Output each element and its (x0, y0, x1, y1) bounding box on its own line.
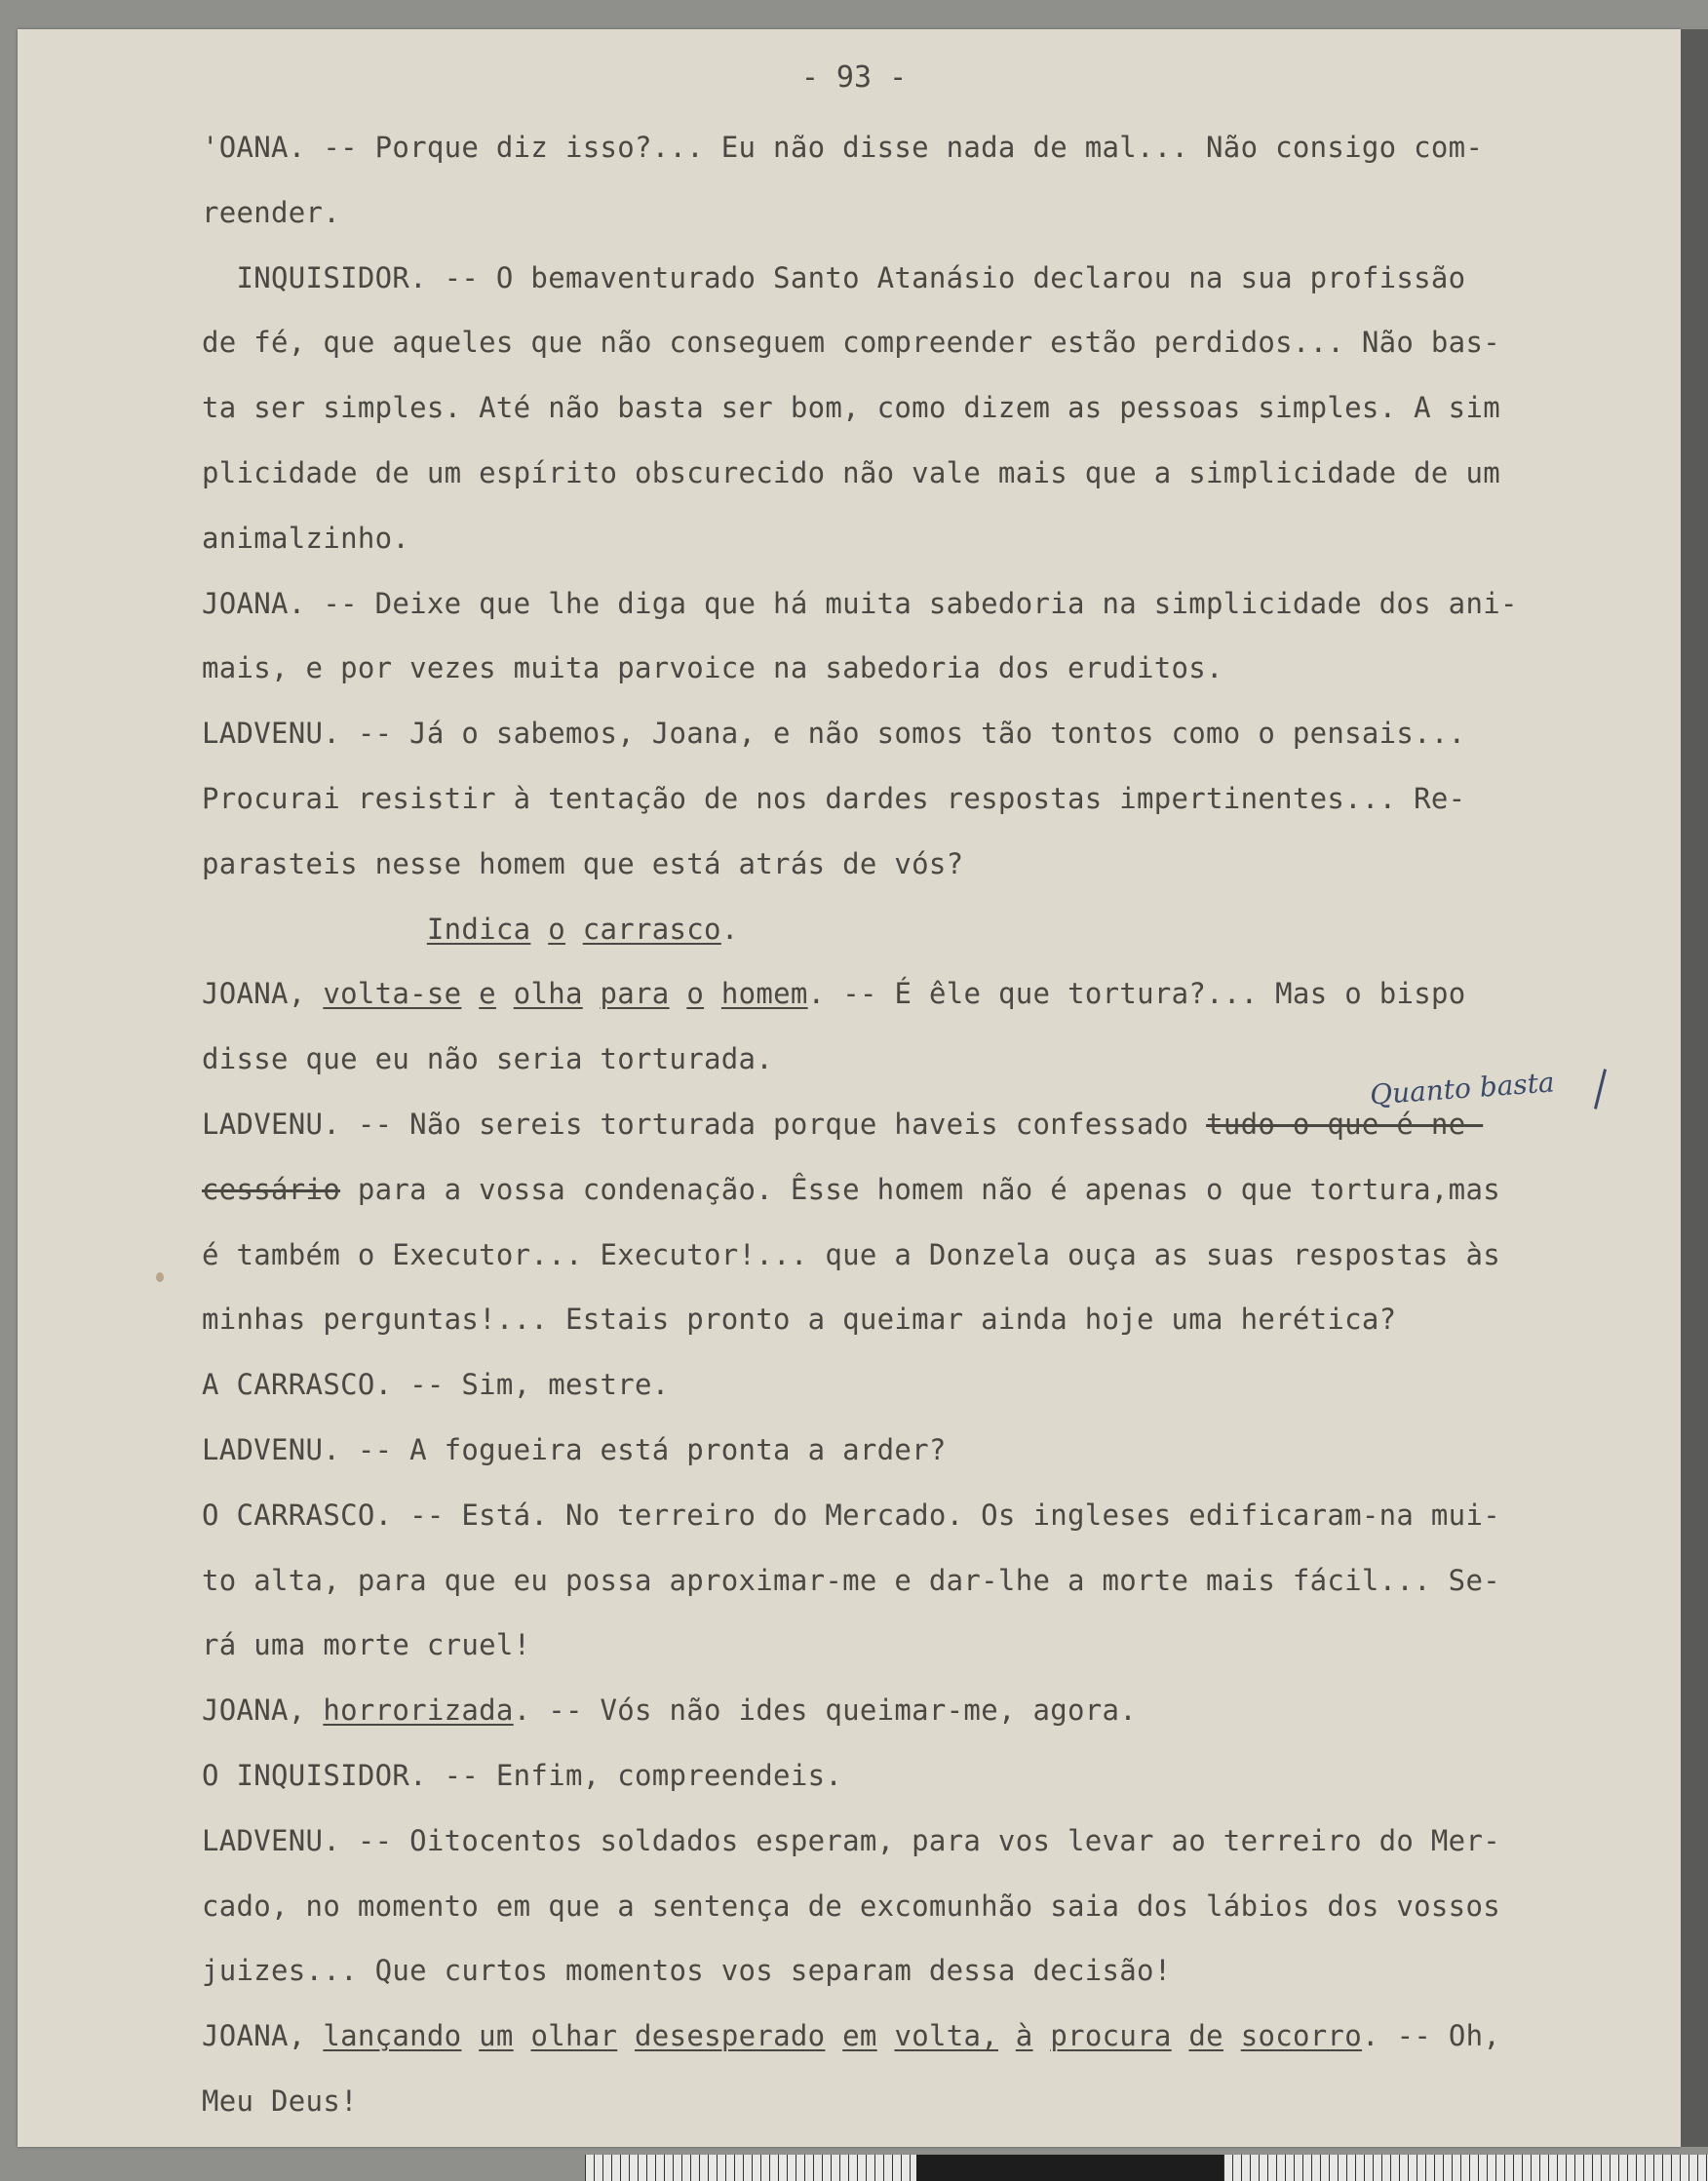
text-segment: plicidade de um espírito obscurecido não vale mais que a simplicidade de um (202, 456, 1500, 489)
text-segment: Meu Deus! (202, 2084, 358, 2118)
text-segment: 'OANA. -- Porque diz isso?... Eu não disse nada de mal... Não consigo com- (202, 131, 1484, 164)
scan-ruler-left (585, 2155, 916, 2181)
text-line (202, 1041, 773, 1076)
paper-stain (156, 1272, 164, 1282)
text-segment: reender. (202, 196, 341, 229)
text-segment: cado, no momento em que a sentença de excomunhão saia dos lábios dos vossos (202, 1889, 1500, 1923)
underlined-text: volta, (894, 2019, 999, 2052)
text-segment (1223, 2019, 1241, 2052)
text-line (202, 716, 1465, 751)
text-line (202, 455, 1500, 490)
text-segment: JOANA, (202, 2019, 324, 2052)
handwritten-annotation: Quanto basta (1369, 1066, 1556, 1111)
text-segment: JOANA. -- Deixe que lhe diga que há muita sabedoria na simplicidade dos ani- (202, 587, 1518, 620)
underlined-text: à (1015, 2019, 1033, 2052)
underlined-text: desesperado (635, 2019, 826, 2052)
text-line (202, 1627, 530, 1662)
scan-border (1681, 29, 1708, 2147)
text-line (202, 390, 1500, 425)
text-line (202, 912, 739, 947)
underlined-text: em (842, 2019, 877, 2052)
underlined-text: e (479, 977, 496, 1010)
text-segment: Procurai resistir à tentação de nos dardes respostas impertinentes... Re- (202, 782, 1466, 815)
text-line (202, 650, 1223, 685)
text-segment: animalzinho. (202, 522, 410, 555)
text-segment (583, 977, 601, 1010)
text-line (202, 2018, 1500, 2053)
text-segment (998, 2019, 1016, 2052)
text-segment: ta ser simples. Até não basta ser bom, como dizem as pessoas simples. A sim (202, 391, 1500, 424)
text-segment: LADVENU. -- Já o sabemos, Joana, e não somos tão tontos como o pensais... (202, 717, 1466, 750)
underlined-text: carrasco (582, 913, 721, 946)
text-segment (1033, 2019, 1051, 2052)
underlined-text: Indica (426, 913, 531, 946)
text-line (202, 1693, 1137, 1728)
text-segment (617, 2019, 635, 2052)
underlined-text: homem (720, 977, 808, 1010)
text-segment: LADVENU. -- Não sereis torturada porque haveis confessado (202, 1108, 1207, 1141)
text-segment: disse que eu não seria torturada. (202, 1042, 774, 1075)
text-line (202, 260, 1465, 295)
text-line (202, 1107, 1483, 1142)
text-segment (670, 977, 687, 1010)
struck-text: cessário (202, 1173, 341, 1206)
underlined-text: socorro (1240, 2019, 1363, 2052)
text-line (202, 325, 1500, 360)
text-segment: . -- Vós não ides queimar-me, agora. (513, 1694, 1138, 1727)
text-segment (514, 2019, 531, 2052)
text-segment (1172, 2019, 1189, 2052)
text-segment: juizes... Que curtos momentos vos separam dessa decisão! (202, 1954, 1172, 1987)
text-segment: para a vossa condenação. Êsse homem não é apenas o que tortura,mas (340, 1173, 1500, 1206)
text-segment: O INQUISIDOR. -- Enfim, compreendeis. (202, 1759, 843, 1792)
text-segment: INQUISIDOR. -- O bemaventurado Santo Atanásio declarou na sua profissão (202, 261, 1466, 294)
underlined-text: de (1188, 2019, 1223, 2052)
text-line (202, 1823, 1500, 1858)
text-line (202, 1953, 1172, 1988)
text-segment: LADVENU. -- Oitocentos soldados esperam, para vos levar ao terreiro do Mer- (202, 1824, 1500, 1857)
text-segment: LADVENU. -- A fogueira está pronta a arder? (202, 1433, 947, 1466)
text-segment: é também o Executor... Executor!... que a Donzela ouça as suas respostas às (202, 1238, 1500, 1271)
text-line (202, 1172, 1500, 1207)
text-line (202, 586, 1518, 621)
text-segment (202, 913, 427, 946)
text-segment: rá uma morte cruel! (202, 1628, 531, 1661)
scan-ruler-right (1223, 2155, 1708, 2181)
text-segment: . -- Oh, (1362, 2019, 1501, 2052)
text-segment: to alta, para que eu possa aproximar-me e dar-lhe a morte mais fácil... Se- (202, 1564, 1500, 1597)
text-segment: JOANA, (202, 977, 324, 1010)
text-segment (565, 913, 583, 946)
text-line (202, 521, 409, 556)
scan-ruler-black (916, 2155, 1223, 2181)
text-line (202, 1302, 1396, 1337)
underlined-text: o (686, 977, 705, 1010)
text-line (202, 846, 963, 881)
underlined-text: olhar (530, 2019, 618, 2052)
text-segment: minhas perguntas!... Estais pronto a queimar ainda hoje uma herética? (202, 1303, 1397, 1336)
underlined-text: para (600, 977, 670, 1010)
underlined-text: lançando (323, 2019, 462, 2052)
text-line (202, 1432, 947, 1467)
underlined-text: volta-se (323, 977, 462, 1010)
text-segment: parasteis nesse homem que está atrás de vós? (202, 847, 964, 880)
text-line (202, 1367, 670, 1402)
underlined-text: um (479, 2019, 514, 2052)
text-line (202, 130, 1483, 165)
text-segment (877, 2019, 895, 2052)
text-segment (530, 913, 548, 946)
struck-text: tudo o que é ne- (1206, 1108, 1484, 1141)
text-line (202, 195, 340, 230)
text-line (202, 976, 1466, 1011)
text-segment (461, 2019, 479, 2052)
text-line (202, 1498, 1500, 1533)
text-segment: mais, e por vezes muita parvoice na sabedoria dos eruditos. (202, 651, 1223, 684)
underlined-text: horrorizada (323, 1694, 514, 1727)
underlined-text: o (548, 913, 565, 946)
text-segment: . -- É êle que tortura?... Mas o bispo (807, 977, 1466, 1010)
text-line (202, 781, 1465, 816)
text-line (202, 1758, 842, 1793)
text-segment: O CARRASCO. -- Está. No terreiro do Mercado. Os ingleses edificaram-na mui- (202, 1499, 1500, 1532)
underlined-text: olha (513, 977, 583, 1010)
underlined-text: procura (1050, 2019, 1172, 2052)
text-segment: JOANA, (202, 1694, 324, 1727)
text-segment (461, 977, 479, 1010)
text-segment (825, 2019, 842, 2052)
page-number: - 93 - (800, 60, 908, 95)
text-segment: . (720, 913, 739, 946)
text-line (202, 1237, 1500, 1272)
text-segment (704, 977, 721, 1010)
text-line (202, 1889, 1500, 1924)
text-line (202, 2084, 358, 2119)
text-segment: A CARRASCO. -- Sim, mestre. (202, 1368, 670, 1401)
text-segment (496, 977, 514, 1010)
text-line (202, 1563, 1500, 1598)
text-segment: de fé, que aqueles que não conseguem compreender estão perdidos... Não bas- (202, 326, 1500, 359)
